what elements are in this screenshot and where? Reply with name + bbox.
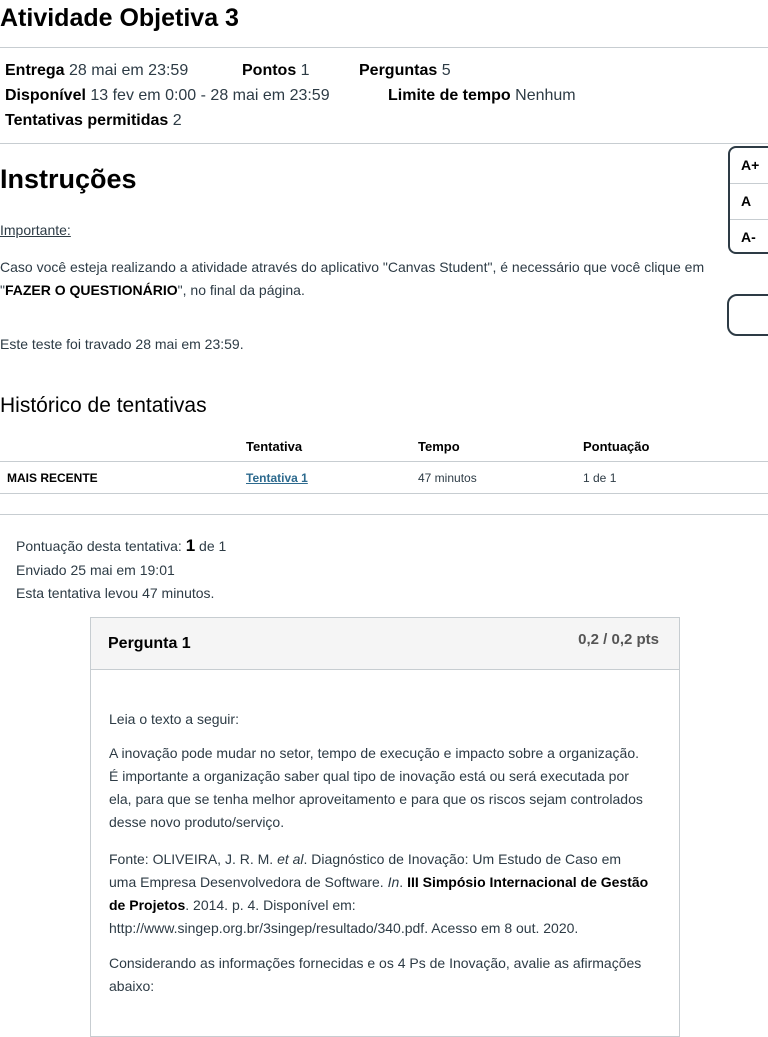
meta-tentativas <box>5 112 182 130</box>
font-increase-button[interactable]: A+ <box>741 157 760 173</box>
instructions-heading: Instruções <box>0 164 137 194</box>
source-text: Fonte: OLIVEIRA, J. R. M. <box>109 851 278 867</box>
score-prefix: Pontuação desta tentativa: <box>16 538 182 554</box>
meta-pontos <box>242 62 310 80</box>
attempt-history-table <box>0 432 768 494</box>
score-suffix: de 1 <box>199 538 227 554</box>
quote-mark: " <box>0 282 5 298</box>
divider <box>0 514 768 515</box>
locked-notice: Este teste foi travado 28 mai em 23:59. <box>0 336 244 352</box>
question-source <box>109 848 649 940</box>
important-label: Importante: <box>0 222 71 238</box>
history-heading: Histórico de tentativas <box>0 394 207 417</box>
question-card <box>90 617 680 1037</box>
attempt-link[interactable]: Tentativa 1 <box>246 470 308 485</box>
submitted-date: Enviado 25 mai em 19:01 <box>16 562 175 578</box>
instructions-line-2 <box>0 279 305 302</box>
question-points: 0,2 / 0,2 pts <box>578 631 659 648</box>
source-title: III Simpósio Internacional de Gestão de Projetos <box>109 874 649 913</box>
question-header <box>91 618 679 670</box>
floating-action-button[interactable] <box>727 294 768 336</box>
table-row <box>0 462 768 494</box>
source-text: . <box>399 874 408 890</box>
meta-value: 1 <box>300 62 310 79</box>
font-decrease-button[interactable]: A- <box>730 219 768 255</box>
score-cell: 1 de 1 <box>583 462 768 494</box>
meta-label: Disponível <box>5 87 86 104</box>
column-header: Pontuação <box>583 432 768 462</box>
instructions-line-1: Caso você esteja realizando a atividade através do aplicativo "Canvas Student", é necessário que você clique em <box>0 259 705 275</box>
time-cell: 47 minutos <box>418 462 583 494</box>
question-paragraph: Leia o texto a seguir: <box>109 711 239 727</box>
meta-label: Limite de tempo <box>388 87 511 104</box>
source-text: In <box>387 874 400 890</box>
font-size-controls <box>728 146 768 254</box>
attempt-score <box>16 536 226 556</box>
attempt-cell <box>246 462 418 494</box>
page-title: Atividade Objetiva 3 <box>0 4 239 32</box>
table-header-row <box>0 432 768 462</box>
meta-label: Perguntas <box>359 62 438 79</box>
column-header <box>0 432 246 462</box>
row-label: MAIS RECENTE <box>0 462 246 494</box>
question-paragraph: A inovação pode mudar no setor, tempo de execução e impacto sobre a organização. É importante a organização saber qual tipo de inovação está ou será executada por ela, para que se tenha melhor aproveitamento e para que os riscos sejam controlados desse novo produto/serviço. <box>109 745 643 830</box>
meta-value: 2 <box>172 112 182 129</box>
meta-limite <box>388 87 576 105</box>
meta-perguntas <box>359 62 451 80</box>
meta-disponivel <box>5 87 330 105</box>
meta-value: Nenhum <box>515 87 576 104</box>
meta-value: 28 mai em 23:59 <box>69 62 189 79</box>
divider <box>0 47 768 48</box>
attempt-duration: Esta tentativa levou 47 minutos. <box>16 585 215 601</box>
instructions-line-2-rest: ", no final da página. <box>177 282 305 298</box>
meta-entrega <box>5 62 188 80</box>
source-text: . 2014. p. 4. Disponível em: http://www.singep.org.br/3singep/resultado/340.pdf. Acesso em 8 out. 2020. <box>109 897 579 936</box>
source-text: et al <box>277 851 304 867</box>
meta-label: Entrega <box>5 62 65 79</box>
question-paragraph: Considerando as informações fornecidas e os 4 Ps de Inovação, avalie as afirmações abaixo: <box>109 955 642 994</box>
column-header: Tentativa <box>246 432 418 462</box>
score-value: 1 <box>185 536 196 555</box>
column-header: Tempo <box>418 432 583 462</box>
take-quiz-text: FAZER O QUESTIONÁRIO <box>4 282 178 298</box>
source-text: . Diagnóstico de Inovação: Um Estudo de Caso em uma Empresa Desenvolvedora de Software. <box>109 851 622 890</box>
font-reset-button[interactable]: A <box>730 183 768 219</box>
meta-label: Pontos <box>242 62 297 79</box>
meta-label: Tentativas permitidas <box>5 112 169 129</box>
meta-value: 5 <box>441 62 451 79</box>
divider <box>0 143 768 144</box>
meta-value: 13 fev em 0:00 - 28 mai em 23:59 <box>90 87 330 104</box>
question-title: Pergunta 1 <box>108 635 191 652</box>
